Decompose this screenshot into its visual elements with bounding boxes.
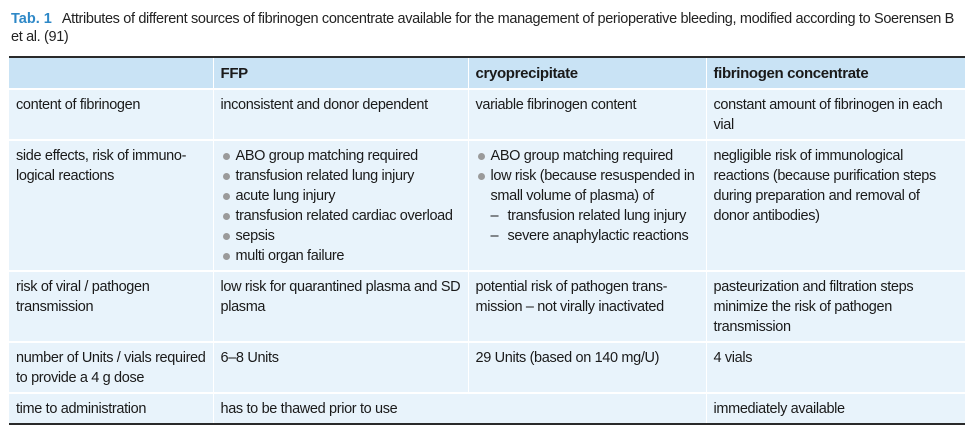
cell-ffp: 6–8 Units [213,342,468,393]
bullet-icon [223,193,230,200]
list-item: transfusion related cardiac overload [221,206,461,226]
cell-fibrinogen: immediately available [706,393,965,424]
cell-fibrinogen: pasteurization and filtration steps minimize the risk of pathogen transmission [706,271,965,342]
cell-ffp: low risk for quarantined plasma and SD plasma [213,271,468,342]
bullet-icon [223,173,230,180]
row-label: content of fibrinogen [9,89,213,140]
list-item: ABO group matching required [221,146,461,166]
table-row [9,140,965,271]
cell-fibrinogen: 4 vials [706,342,965,393]
cryo-sub-list [476,206,699,246]
bullet-icon [223,213,230,220]
bullet-icon [223,153,230,160]
row-label: risk of viral / pathogen transmission [9,271,213,342]
table-row [9,89,965,140]
ffp-side-effects-list [221,146,461,266]
sub-list-item: – severe anaphylactic reactions [490,228,689,244]
table-row [9,393,965,424]
table-row [9,271,965,342]
header-fibrinogen-concentrate: fibrinogen concentrate [706,57,965,89]
table-caption [11,10,966,46]
cell-fibrinogen: negligible risk of immunological reactions (because purification steps during preparation and removal of donor antibodies) [706,140,965,271]
bullet-icon [223,233,230,240]
cell-ffp: inconsistent and donor dependent [213,89,468,140]
list-item: low risk (because resuspended in [476,166,699,186]
row-label: side effects, risk of immuno-logical reactions [9,140,213,271]
header-empty [9,57,213,89]
table-header-row [9,57,965,89]
header-cryoprecipitate: cryoprecipitate [468,57,706,89]
cell-ffp-cryo: has to be thawed prior to use [213,393,706,424]
bullet-icon [223,253,230,260]
cell-cryo [468,140,706,271]
dash-icon: – [490,228,499,244]
fibrinogen-sources-table [9,56,965,425]
list-item: acute lung injury [221,186,461,206]
table-label: Tab. 1 [11,11,52,27]
list-item: multi organ failure [221,246,461,266]
bullet-icon [478,173,485,180]
sub-list-item: – transfusion related lung injury [490,208,687,224]
header-ffp: FFP [213,57,468,89]
list-item: ABO group matching required [476,146,699,166]
row-label: number of Units / vials required to provide a 4 g dose [9,342,213,393]
cell-fibrinogen: constant amount of fibrinogen in each vial [706,89,965,140]
row-label: time to administration [9,393,213,424]
list-item: sepsis [221,226,461,246]
bullet-icon [478,153,485,160]
cryo-side-effects-list [476,146,699,186]
cell-cryo: potential risk of pathogen trans-mission – not virally inactivated [468,271,706,342]
dash-icon: – [490,208,499,224]
table-row [9,342,965,393]
caption-text: Attributes of different sources of fibrinogen concentrate available for the management of perioperative bleeding, modified according to Soerensen B et al. (91) [11,11,954,45]
cell-cryo: variable fibrinogen content [468,89,706,140]
list-item: transfusion related lung injury [221,166,461,186]
cell-cryo: 29 Units (based on 140 mg/U) [468,342,706,393]
list-item-continuation: small volume of plasma) of [490,188,654,204]
cell-ffp [213,140,468,271]
